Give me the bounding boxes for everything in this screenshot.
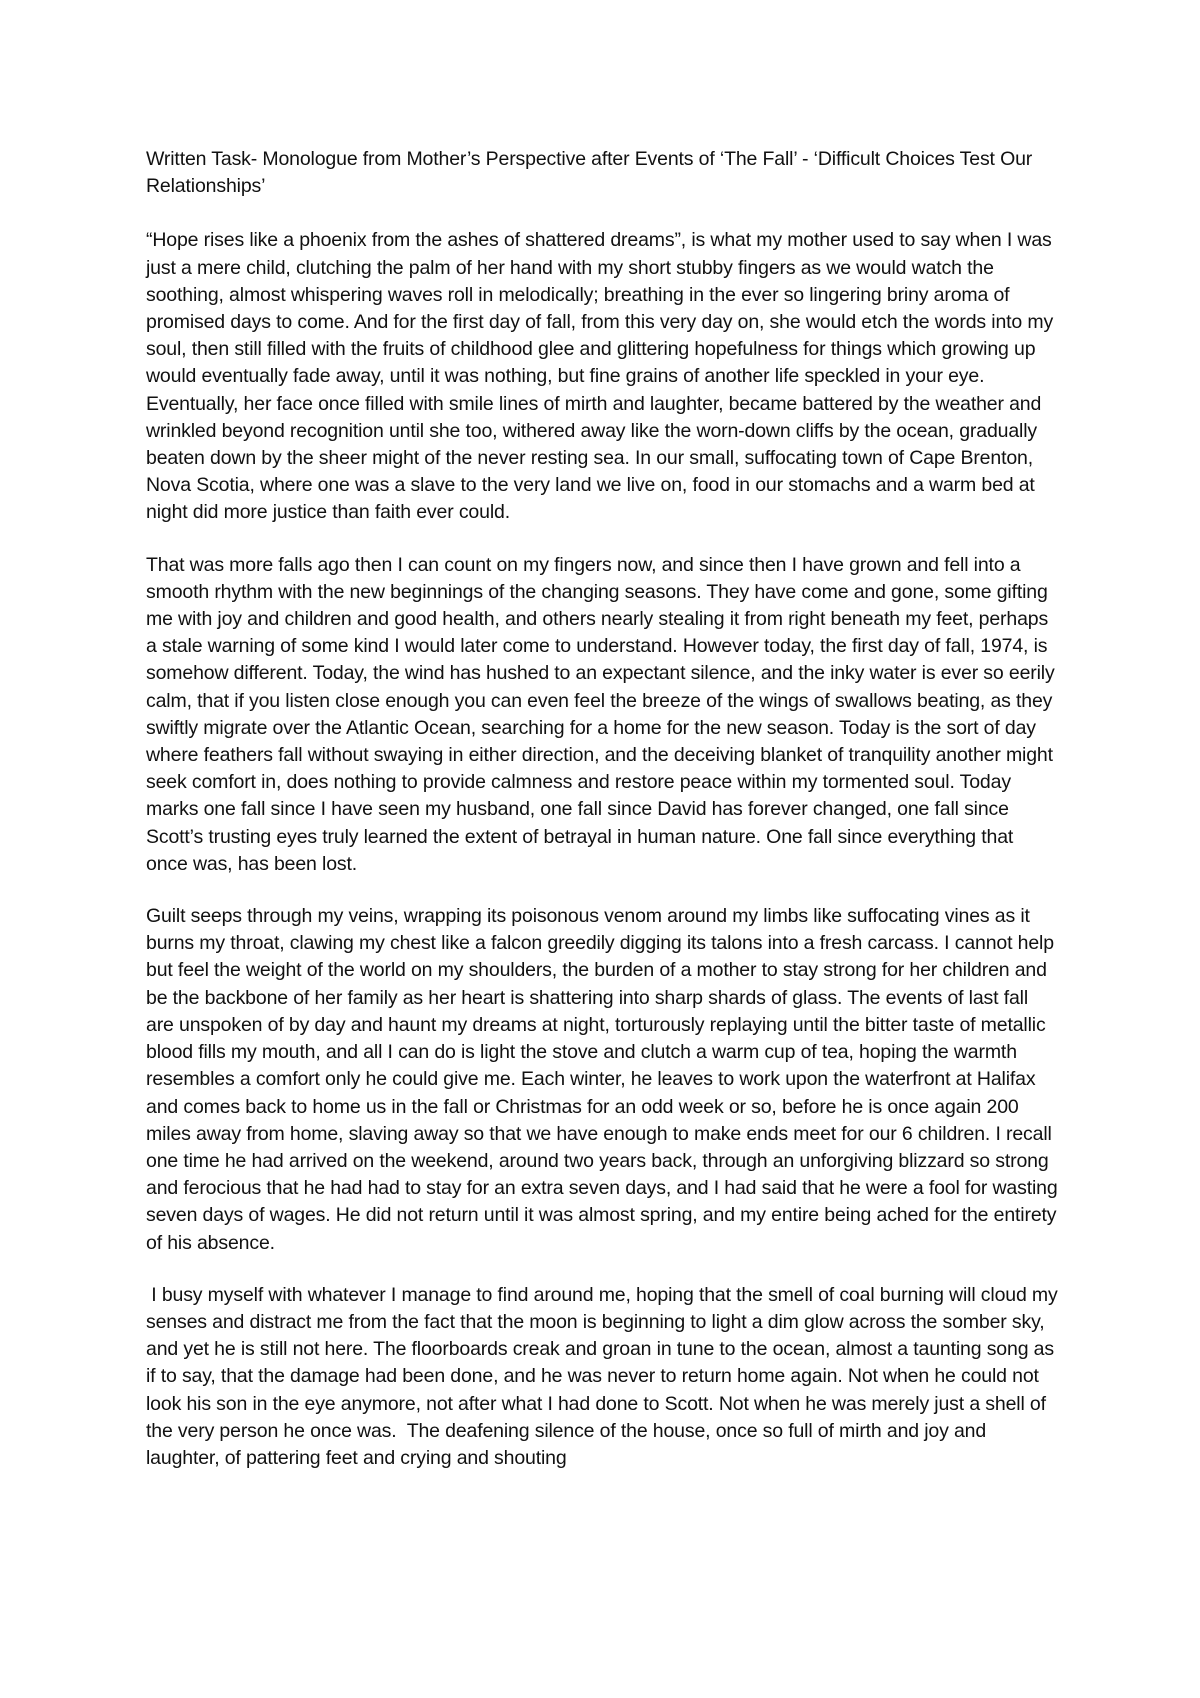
paragraph-3: Guilt seeps through my veins, wrapping its poisonous venom around my limbs like suffocating vines as it burns my throat, clawing my chest like a falcon greedily digging its talons into a fresh carcass. I cannot help but feel the weight of the world on my shoulders, the burden of a mother to stay strong for her children and be the backbone of her family as her heart is shattering into sharp shards of glass. The events of last fall are unspoken of by day and haunt my dreams at night, torturously replaying until the bitter taste of metallic blood fills my mouth, and all I can do is light the stove and clutch a warm cup of tea, hoping the warmth resembles a comfort only he could give me. Each winter, he leaves to work upon the waterfront at Halifax and comes back to home us in the fall or Christmas for an odd week or so, before he is once again 200 miles away from home, slaving away so that we have enough to make ends meet for our 6 children. I recall one time he had arrived on the weekend, around two years back, through an unforgiving blizzard so strong and ferocious that he had had to stay for an extra seven days, and I had said that he were a fool for wasting seven days of wages. He did not return until it was almost spring, and my entire being ached for the entirety of his absence. [146, 905, 1058, 1254]
paragraph-4: I busy myself with whatever I manage to find around me, hoping that the smell of coal burning will cloud my senses and distract me from the fact that the moon is beginning to light a dim glow across the somber sky, and yet he is still not here. The floorboards creak and groan in tune to the ocean, almost a taunting song as if to say, that the damage had been done, and he was never to return home again. Not when he could not look his son in the eye anymore, not after what I had done to Scott. Not when he was merely just a shell of the very person he once was. The deafening silence of the house, once so full of mirth and joy and laughter, of pattering feet and crying and shouting [146, 1283, 1063, 1469]
paragraph-1: “Hope rises like a phoenix from the ashes of shattered dreams”, is what my mother used to say when I was just a mere child, clutching the palm of her hand with my short stubby fingers as we would watch the soothing, almost whispering waves roll in melodically; breathing in the ever so lingering briny aroma of promised days to come. And for the first day of fall, from this very day on, she would etch the words into my soul, then still filled with the fruits of childhood glee and glittering hopefulness for things which growing up would eventually fade away, until it was nothing, but fine grains of another life speckled in your eye. Eventually, her face once filled with smile lines of mirth and laughter, became battered by the weather and wrinkled beyond recognition until she too, withered away like the worn-down cliffs by the ocean, gradually beaten down by the sheer might of the never resting sea. In our small, suffocating town of Cape Brenton, Nova Scotia, where one was a slave to the very land we live on, food in our stomachs and a warm bed at night did more justice than faith ever could. [146, 229, 1054, 524]
paragraph-2: That was more falls ago then I can count on my fingers now, and since then I have grown and fell into a smooth rhythm with the new beginnings of the changing seasons. They have come and gone, some gifting me with joy and children and good health, and others nearly stealing it from right beneath my feet, perhaps a stale warning of some kind I would later come to understand. However today, the first day of fall, 1974, is somehow different. Today, the wind has hushed to an expectant silence, and the inky water is ever so eerily calm, that if you listen close enough you can even feel the breeze of the wings of swallows beating, as they swiftly migrate over the Atlantic Ocean, searching for a home for the new season. Today is the sort of day where feathers fall without swaying in either direction, and the deceiving blanket of tranquility another might seek comfort in, does nothing to provide calmness and restore peace within my tormented soul. Today marks one fall since I have seen my husband, one fall since David has forever changed, one fall since Scott’s trusting eyes truly learned the extent of betrayal in human nature. One fall since everything that once was, has been lost. [146, 553, 1055, 875]
document-title: Written Task- Monologue from Mother’s Perspective after Events of ‘The Fall’ - ‘Difficult Choices Test Our Relationships’ [146, 148, 1033, 198]
document-body [146, 146, 1063, 1497]
